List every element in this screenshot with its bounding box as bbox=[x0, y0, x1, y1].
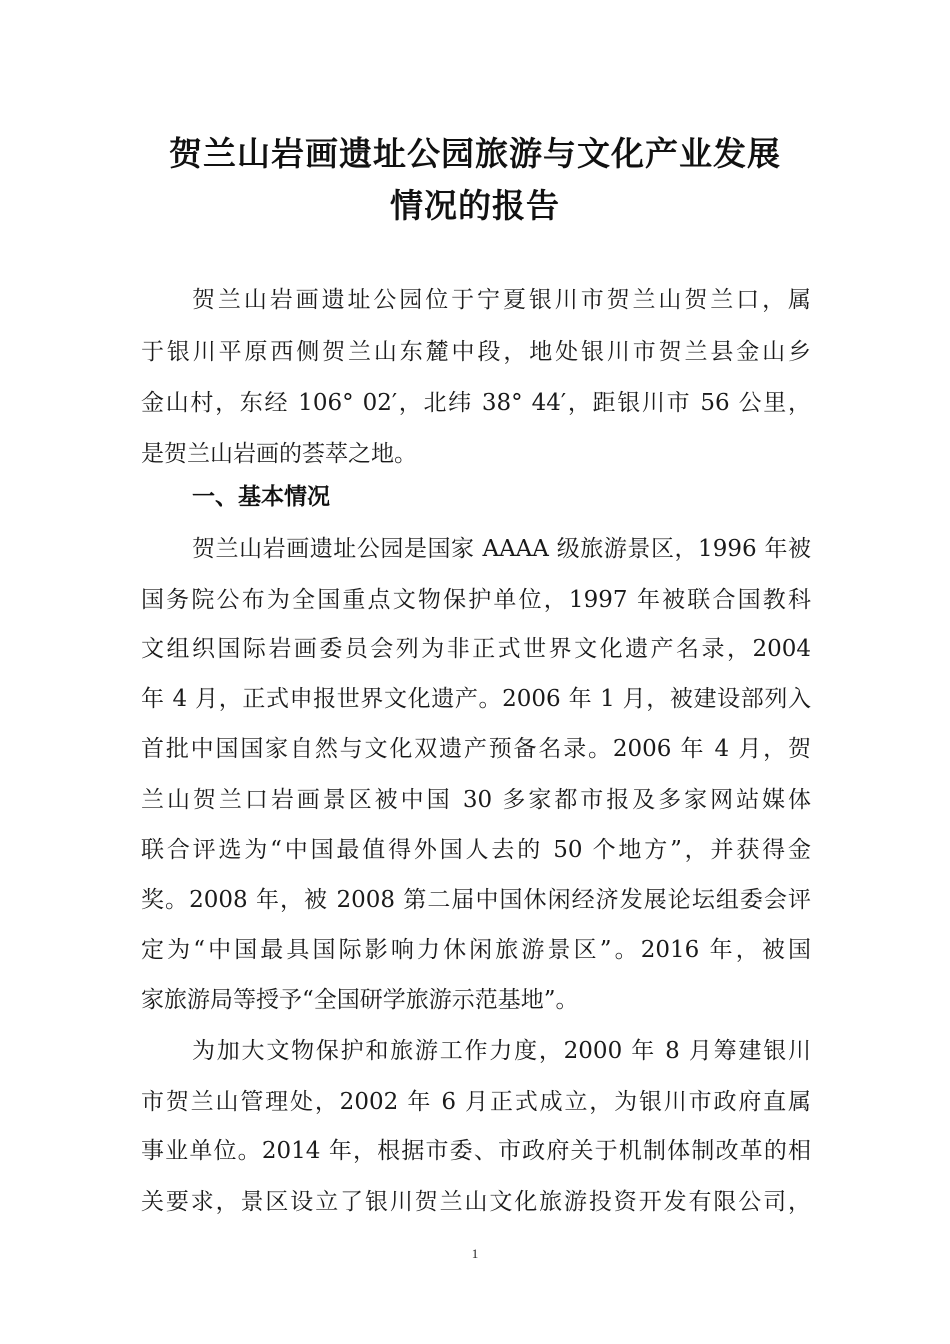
paragraph-line: 国务院公布为全国重点文物保护单位，1997 年被联合国教科 bbox=[141, 587, 811, 613]
paragraph-line: 关要求，景区设立了银川贺兰山文化旅游投资开发有限公司， bbox=[141, 1189, 811, 1215]
section-heading: 一、基本情况 bbox=[192, 484, 330, 510]
paragraph-line: 市贺兰山管理处，2002 年 6 月正式成立，为银川市政府直属 bbox=[141, 1089, 811, 1115]
paragraph-line: 联合评选为“中国最值得外国人去的 50 个地方”，并获得金 bbox=[141, 837, 811, 863]
paragraph-line: 奖。2008 年，被 2008 第二届中国休闲经济发展论坛组委会评 bbox=[141, 887, 811, 913]
intro-line: 金山村，东经 106° 02′，北纬 38° 44′，距银川市 56 公里， bbox=[141, 390, 811, 416]
document-title-line-1: 贺兰山岩画遗址公园旅游与文化产业发展 bbox=[169, 134, 781, 173]
document-title-line-2: 情况的报告 bbox=[390, 186, 560, 225]
intro-line: 于银川平原西侧贺兰山东麓中段，地处银川市贺兰县金山乡 bbox=[141, 339, 811, 365]
paragraph-line: 为加大文物保护和旅游工作力度，2000 年 8 月筹建银川 bbox=[192, 1038, 811, 1064]
paragraph-line: 事业单位。2014 年，根据市委、市政府关于机制体制改革的相 bbox=[141, 1138, 811, 1164]
paragraph-line: 首批中国国家自然与文化双遗产预备名录。2006 年 4 月，贺 bbox=[141, 736, 811, 762]
paragraph-line: 定为“中国最具国际影响力休闲旅游景区”。2016 年，被国 bbox=[141, 937, 811, 963]
page-number: 1 bbox=[471, 1246, 479, 1261]
paragraph-line: 年 4 月，正式申报世界文化遗产。2006 年 1 月，被建设部列入 bbox=[141, 686, 811, 712]
paragraph-line: 家旅游局等授予“全国研学旅游示范基地”。 bbox=[141, 987, 579, 1013]
paragraph-line: 文组织国际岩画委员会列为非正式世界文化遗产名录，2004 bbox=[141, 636, 811, 662]
intro-line: 贺兰山岩画遗址公园位于宁夏银川市贺兰山贺兰口，属 bbox=[192, 287, 811, 313]
paragraph-line: 贺兰山岩画遗址公园是国家 AAAA 级旅游景区，1996 年被 bbox=[192, 536, 811, 562]
intro-line: 是贺兰山岩画的荟萃之地。 bbox=[141, 441, 417, 467]
paragraph-line: 兰山贺兰口岩画景区被中国 30 多家都市报及多家网站媒体 bbox=[141, 787, 811, 813]
